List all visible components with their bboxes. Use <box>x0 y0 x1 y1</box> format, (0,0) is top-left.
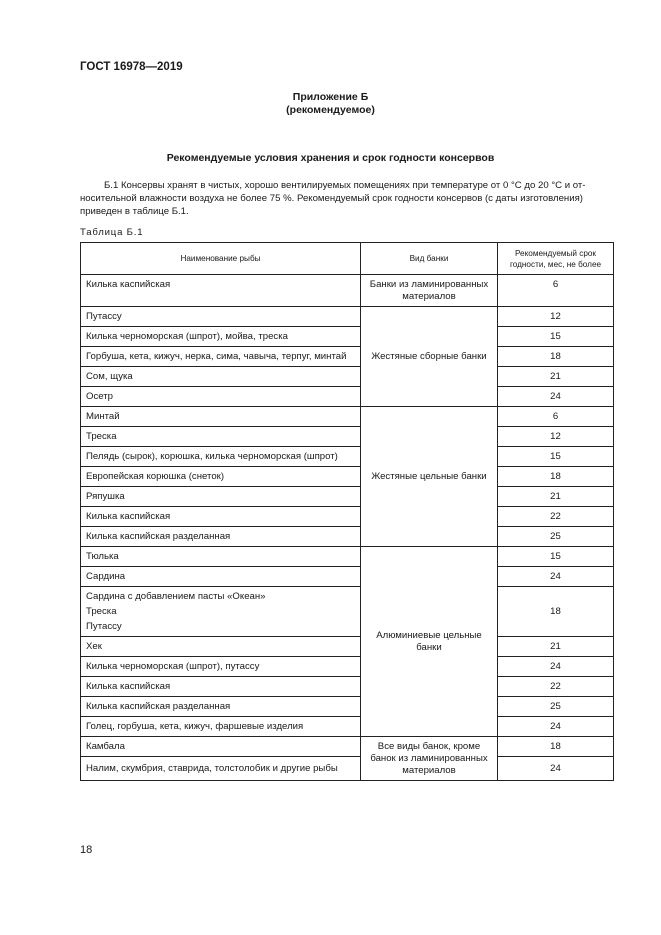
fish-name-line: Путассу <box>86 621 122 632</box>
shelf-life-cell: 25 <box>498 697 614 717</box>
table-row <box>81 387 614 407</box>
can-type-cell: Все виды банок, кроме банок из ламинированных материалов <box>361 737 498 781</box>
section-heading: Рекомендуемые условия хранения и срок годности консервов <box>166 152 495 164</box>
table-row <box>81 427 614 447</box>
table-row <box>81 677 614 697</box>
shelf-life-cell: 25 <box>498 527 614 547</box>
shelf-life-table <box>80 242 614 781</box>
fish-name-cell: Килька черноморская (шпрот), путассу <box>81 657 361 677</box>
can-type-cell: Алюминиевые цельные банки <box>361 547 498 737</box>
shelf-life-cell: 18 <box>498 467 614 487</box>
fish-name-cell: Килька черноморская (шпрот), мойва, треска <box>81 327 361 347</box>
paragraph-line: носительной влажности воздуха не более 75 %. Рекомендуемый срок годности консервов (с даты изготовления) <box>80 193 583 204</box>
table-row <box>81 737 614 757</box>
fish-name-cell <box>81 587 361 637</box>
table-row <box>81 447 614 467</box>
fish-name-cell: Горбуша, кета, кижуч, нерка, сима, чавыча, терпуг, минтай <box>81 347 361 367</box>
table-row <box>81 757 614 781</box>
fish-name-cell: Килька каспийская разделанная <box>81 697 361 717</box>
fish-name-cell: Треска <box>81 427 361 447</box>
shelf-life-cell: 18 <box>498 347 614 367</box>
shelf-life-cell: 15 <box>498 327 614 347</box>
fish-name-cell: Осетр <box>81 387 361 407</box>
fish-name-cell: Ряпушка <box>81 487 361 507</box>
shelf-life-cell: 12 <box>498 307 614 327</box>
appendix-title: Приложение Б <box>292 91 369 103</box>
fish-name-cell: Тюлька <box>81 547 361 567</box>
table-row <box>81 347 614 367</box>
fish-name-cell: Сом, щука <box>81 367 361 387</box>
table-row <box>81 697 614 717</box>
header-can-type: Вид банки <box>361 243 498 275</box>
fish-name-cell: Налим, скумбрия, ставрида, толстолобик и другие рыбы <box>81 757 361 781</box>
table-row <box>81 567 614 587</box>
can-type-cell: Жестяные сборные банки <box>361 307 498 407</box>
table-row <box>81 527 614 547</box>
table-header-row <box>81 243 614 275</box>
table-row <box>81 587 614 637</box>
table-row <box>81 487 614 507</box>
shelf-life-cell: 21 <box>498 637 614 657</box>
header-fish-name: Наименование рыбы <box>81 243 361 275</box>
table-row <box>81 407 614 427</box>
table-row <box>81 367 614 387</box>
shelf-life-cell: 18 <box>498 737 614 757</box>
shelf-life-cell: 6 <box>498 407 614 427</box>
fish-name-line: Треска <box>86 606 117 617</box>
fish-name-cell: Голец, горбуша, кета, кижуч, фаршевые изделия <box>81 717 361 737</box>
shelf-life-cell: 21 <box>498 487 614 507</box>
fish-name-cell: Минтай <box>81 407 361 427</box>
fish-name-cell: Килька каспийская <box>81 677 361 697</box>
fish-name-line: Сардина с добавлением пасты «Океан» <box>86 591 266 602</box>
fish-name-cell: Сардина <box>81 567 361 587</box>
can-type-cell: Банки из ламинированных материалов <box>361 275 498 307</box>
header-shelf-life: Рекомендуемый срок годности, мес, не более <box>498 243 614 275</box>
shelf-life-cell: 12 <box>498 427 614 447</box>
shelf-life-cell: 22 <box>498 507 614 527</box>
table-row <box>81 467 614 487</box>
shelf-life-cell: 18 <box>498 587 614 637</box>
paragraph-line: Б.1 Консервы хранят в чистых, хорошо вентилируемых помещениях при температуре от 0 °С до 20 °С и от- <box>104 180 586 191</box>
table-row <box>81 275 614 307</box>
paragraph-line: приведен в таблице Б.1. <box>80 206 189 217</box>
fish-name-cell: Европейская корюшка (снеток) <box>81 467 361 487</box>
storage-paragraph <box>80 179 613 218</box>
shelf-life-cell: 15 <box>498 547 614 567</box>
shelf-life-cell: 24 <box>498 387 614 407</box>
shelf-life-cell: 24 <box>498 717 614 737</box>
document-standard-header: ГОСТ 16978—2019 <box>80 61 183 73</box>
appendix-note: (рекомендуемое) <box>286 104 375 116</box>
table-row <box>81 507 614 527</box>
shelf-life-cell: 24 <box>498 757 614 781</box>
table-row <box>81 327 614 347</box>
table-row <box>81 547 614 567</box>
page-number: 18 <box>80 844 93 856</box>
shelf-life-cell: 15 <box>498 447 614 467</box>
fish-name-cell: Хек <box>81 637 361 657</box>
table-row <box>81 717 614 737</box>
shelf-life-cell: 22 <box>498 677 614 697</box>
can-type-cell: Жестяные цельные банки <box>361 407 498 547</box>
fish-name-cell: Камбала <box>81 737 361 757</box>
fish-name-cell: Пелядь (сырок), корюшка, килька черноморская (шпрот) <box>81 447 361 467</box>
shelf-life-cell: 6 <box>498 275 614 307</box>
shelf-life-cell: 21 <box>498 367 614 387</box>
fish-name-cell: Килька каспийская <box>81 275 361 307</box>
table-row <box>81 657 614 677</box>
fish-name-cell: Путассу <box>81 307 361 327</box>
table-row <box>81 637 614 657</box>
shelf-life-cell: 24 <box>498 657 614 677</box>
table-caption: Таблица Б.1 <box>80 227 144 238</box>
fish-name-cell: Килька каспийская разделанная <box>81 527 361 547</box>
fish-name-cell: Килька каспийская <box>81 507 361 527</box>
table-row <box>81 307 614 327</box>
shelf-life-cell: 24 <box>498 567 614 587</box>
